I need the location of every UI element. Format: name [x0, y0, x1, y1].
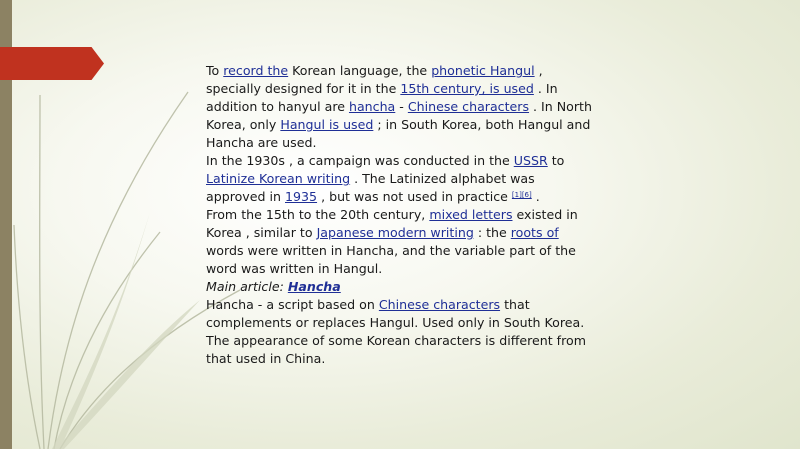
text-span: , but was not used in practice [317, 189, 512, 204]
link-hancha-main-article[interactable]: Hancha [287, 279, 341, 294]
link-1935[interactable]: 1935 [285, 189, 318, 204]
main-article-line [206, 278, 598, 296]
text-span: . The Latinized alphabet was approved in [206, 171, 535, 204]
link-latinize-korean-writing[interactable]: Latinize Korean writing [206, 171, 351, 186]
paragraph-writing-system [206, 62, 598, 152]
text-span: Korean language, the [288, 63, 432, 78]
link-phonetic-hangul[interactable]: phonetic Hangul [431, 63, 535, 78]
text-span: : the [473, 225, 511, 240]
slide-text-body [206, 62, 598, 368]
text-span: To [206, 63, 224, 78]
link-record-the[interactable]: record the [223, 63, 289, 78]
text-span: . In North Korea, only [206, 99, 592, 132]
text-span: ; in South Korea, both Hangul and Hancha are used. [206, 117, 591, 150]
text-span: . In addition to hanyul are [206, 81, 558, 114]
link-hangul-is-used[interactable]: Hangul is used [280, 117, 374, 132]
text-span: existed in Korea , similar to [206, 207, 578, 240]
paragraph-hancha [206, 296, 598, 368]
reference-footnote[interactable]: [1][6] [511, 191, 532, 199]
paragraph-latinization [206, 152, 598, 206]
paragraph-mixed-letters [206, 206, 598, 278]
link-chinese-characters-2[interactable]: Chinese characters [378, 297, 501, 312]
text-span: to [547, 153, 565, 168]
link-roots-of[interactable]: roots of [510, 225, 559, 240]
text-span: In the 1930s , a campaign was conducted in the [206, 153, 514, 168]
main-article-label: Main article: [206, 279, 288, 294]
text-span: - [395, 99, 408, 114]
text-span: that complements or replaces Hangul. Used only in South Korea. The appearance of some Korean characters is different from that used in China. [206, 297, 586, 366]
link-mixed-letters[interactable]: mixed letters [429, 207, 513, 222]
link-chinese-characters[interactable]: Chinese characters [407, 99, 530, 114]
link-ussr[interactable]: USSR [513, 153, 548, 168]
link-japanese-modern-writing[interactable]: Japanese modern writing [316, 225, 474, 240]
text-span: words were written in Hancha, and the variable part of the word was written in Hangul. [206, 243, 576, 276]
text-span: , specially designed for it in the [206, 63, 543, 96]
text-span: Hancha - a script based on [206, 297, 379, 312]
link-15th-century[interactable]: 15th century, is used [400, 81, 534, 96]
link-hancha[interactable]: hancha [348, 99, 396, 114]
text-span: From the 15th to the 20th century, [206, 207, 430, 222]
text-span: . [531, 189, 540, 204]
